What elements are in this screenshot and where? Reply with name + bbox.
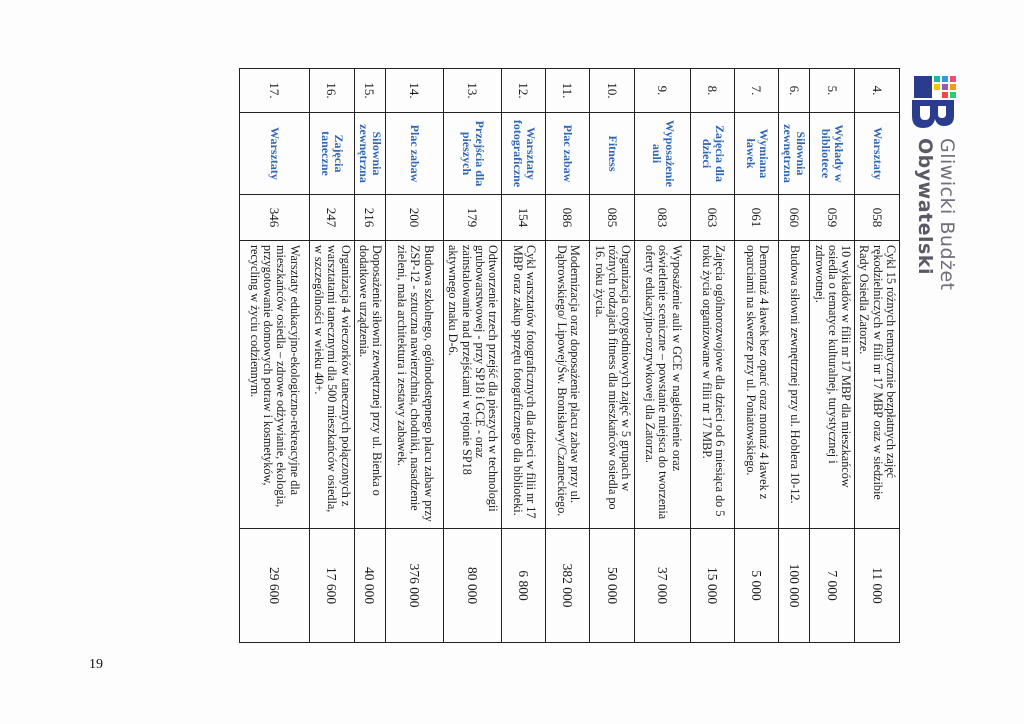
project-description: Doposażenie siłowni zewnętrznej przy ul. Bienka o dodatkowe urządzenia. xyxy=(354,241,386,529)
row-number: 4. xyxy=(855,69,900,113)
project-cost: 7 000 xyxy=(810,529,855,643)
row-number: 6. xyxy=(779,69,810,113)
table-row xyxy=(779,69,810,643)
project-code: 200 xyxy=(386,195,444,241)
row-number: 15. xyxy=(354,69,386,113)
project-description: Modernizacja oraz doposażenie placu zabaw przy ul. Dąbrowskiego/ Lipowej/Św. Bronisławy/Czameckiego. xyxy=(546,241,590,529)
project-description: 10 wykładów w filii nr 17 MBP dla mieszkańców osiedla o tematyce kulturalnej, turystycznej i zdrowotnej. xyxy=(810,241,855,529)
project-description: Demontaż 4 ławek bez oparć oraz montaż 4 ławek z oparciami na skwerze przy ul. Poniatowskiego. xyxy=(735,241,779,529)
project-cost: 29 600 xyxy=(239,529,309,643)
project-code: 083 xyxy=(635,195,691,241)
page-number: 19 xyxy=(89,657,103,672)
project-name: Warsztaty xyxy=(855,113,900,195)
project-code: 179 xyxy=(444,195,502,241)
project-cost: 382 000 xyxy=(546,529,590,643)
project-name: Warsztaty xyxy=(239,113,309,195)
project-description: Cykl 15 różnych tematycznie bezpłatnych zajęć rękodzielniczych w filii nr 17 MBP oraz w siedzibie Rady Osiedla Zatorze. xyxy=(855,241,900,529)
project-code: 086 xyxy=(546,195,590,241)
project-cost: 80 000 xyxy=(444,529,502,643)
project-name: Siłownia zewnętrzna xyxy=(779,113,810,195)
project-cost: 15 000 xyxy=(691,529,735,643)
project-name: Fitness xyxy=(590,113,635,195)
row-number: 13. xyxy=(444,69,502,113)
project-description: Organizacja 4 wieczorków tanecznych połączonych z warsztatami tanecznymi dla 500 mieszkańców osiedla, w szczególności w wieku 40+. xyxy=(309,241,354,529)
project-description: Budowa siłowni zewnętrznej przy ul. Hoblera 10-12. xyxy=(779,241,810,529)
project-cost: 11 000 xyxy=(855,529,900,643)
project-code: 061 xyxy=(735,195,779,241)
project-description: Odtworzenie trzech przejść dla pieszych w technologii grubowarstwowej - przy SP18 i GCE - oraz zainstalowanie nad przejściami w rejonie SP18 aktywnego znaku D-6. xyxy=(444,241,502,529)
row-number: 14. xyxy=(386,69,444,113)
project-description: Organizacja cotygodniowych zajęć w 5 grupach w różnych rodzajach fitness dla mieszkańców osiedla po 16. roku życia. xyxy=(590,241,635,529)
project-name: Wyposażenie auli xyxy=(635,113,691,195)
project-cost: 5 000 xyxy=(735,529,779,643)
table-row xyxy=(546,69,590,643)
table-row xyxy=(502,69,546,643)
project-cost: 40 000 xyxy=(354,529,386,643)
project-cost: 50 000 xyxy=(590,529,635,643)
table-row xyxy=(386,69,444,643)
table-row xyxy=(354,69,386,643)
table-row xyxy=(590,69,635,643)
project-description: Warsztaty edukacyjno-ekologiczno-rekreacyjne dla mieszkańców osiedla – zdrowe odżywianie, ekologia, przygotowanie domowych potraw i kosmetyków, recycling w życiu codziennym. xyxy=(239,241,309,529)
gbo-logo xyxy=(894,72,964,312)
table-row xyxy=(635,69,691,643)
project-code: 216 xyxy=(354,195,386,241)
project-name: Warsztaty fotograficzne xyxy=(502,113,546,195)
project-code: 063 xyxy=(691,195,735,241)
row-number: 9. xyxy=(635,69,691,113)
project-name: Przejścia dla pieszych xyxy=(444,113,502,195)
project-cost: 37 000 xyxy=(635,529,691,643)
table-row xyxy=(855,69,900,643)
row-number: 5. xyxy=(810,69,855,113)
table-row xyxy=(309,69,354,643)
project-code: 059 xyxy=(810,195,855,241)
projects-table xyxy=(239,68,900,643)
project-code: 247 xyxy=(309,195,354,241)
project-code: 058 xyxy=(855,195,900,241)
project-name: Zajęcia dla dzieci xyxy=(691,113,735,195)
project-description: Wyposażenie auli w GCE w nagłośnienie oraz oświetlenie sceniczne – powstanie miejsca do tworzenia oferty edukacyjno-rozrywkowej dla Zatorza. xyxy=(635,241,691,529)
project-name: Plac zabaw xyxy=(386,113,444,195)
table-row xyxy=(444,69,502,643)
table-row xyxy=(735,69,779,643)
table-row xyxy=(810,69,855,643)
row-number: 16. xyxy=(309,69,354,113)
row-number: 10. xyxy=(590,69,635,113)
project-cost: 100 000 xyxy=(779,529,810,643)
project-cost: 376 000 xyxy=(386,529,444,643)
project-description: Zajęcia ogólnorozwojowe dla dzieci od 6 miesiąca do 5 roku życia organizowane w filii nr 17 MBP. xyxy=(691,241,735,529)
project-name: Wymiana ławek xyxy=(735,113,779,195)
row-number: 7. xyxy=(735,69,779,113)
project-code: 060 xyxy=(779,195,810,241)
gbo-logo-mark-icon xyxy=(904,72,964,130)
project-name: Wykłady w bibliotece xyxy=(810,113,855,195)
project-code: 154 xyxy=(502,195,546,241)
project-cost: 17 600 xyxy=(309,529,354,643)
project-name: Siłownia zewnętrzna xyxy=(354,113,386,195)
row-number: 12. xyxy=(502,69,546,113)
row-number: 8. xyxy=(691,69,735,113)
project-cost: 6 800 xyxy=(502,529,546,643)
projects-table-body xyxy=(239,69,899,643)
project-name: Zajęcia taneczne xyxy=(309,113,354,195)
logo-line-1: Gliwicki Budżet xyxy=(936,138,958,291)
logo-line-2: Obywatelski xyxy=(914,138,936,275)
project-code: 085 xyxy=(590,195,635,241)
project-description: Budowa szkolnego, ogólnodostępnego placu zabaw przy ZSP-12 - sztuczna nawierzchnia, chodniki, nasadzenie zieleni, mała architektura i zestawy zabawek. xyxy=(386,241,444,529)
table-row xyxy=(239,69,309,643)
row-number: 17. xyxy=(239,69,309,113)
row-number: 11. xyxy=(546,69,590,113)
table-row xyxy=(691,69,735,643)
project-code: 346 xyxy=(239,195,309,241)
project-description: Cykl warsztatów fotograficznych dla dzieci w filii nr 17 MBP oraz zakup sprzętu fotograficznego dla biblioteki. xyxy=(502,241,546,529)
project-name: Plac zabaw xyxy=(546,113,590,195)
